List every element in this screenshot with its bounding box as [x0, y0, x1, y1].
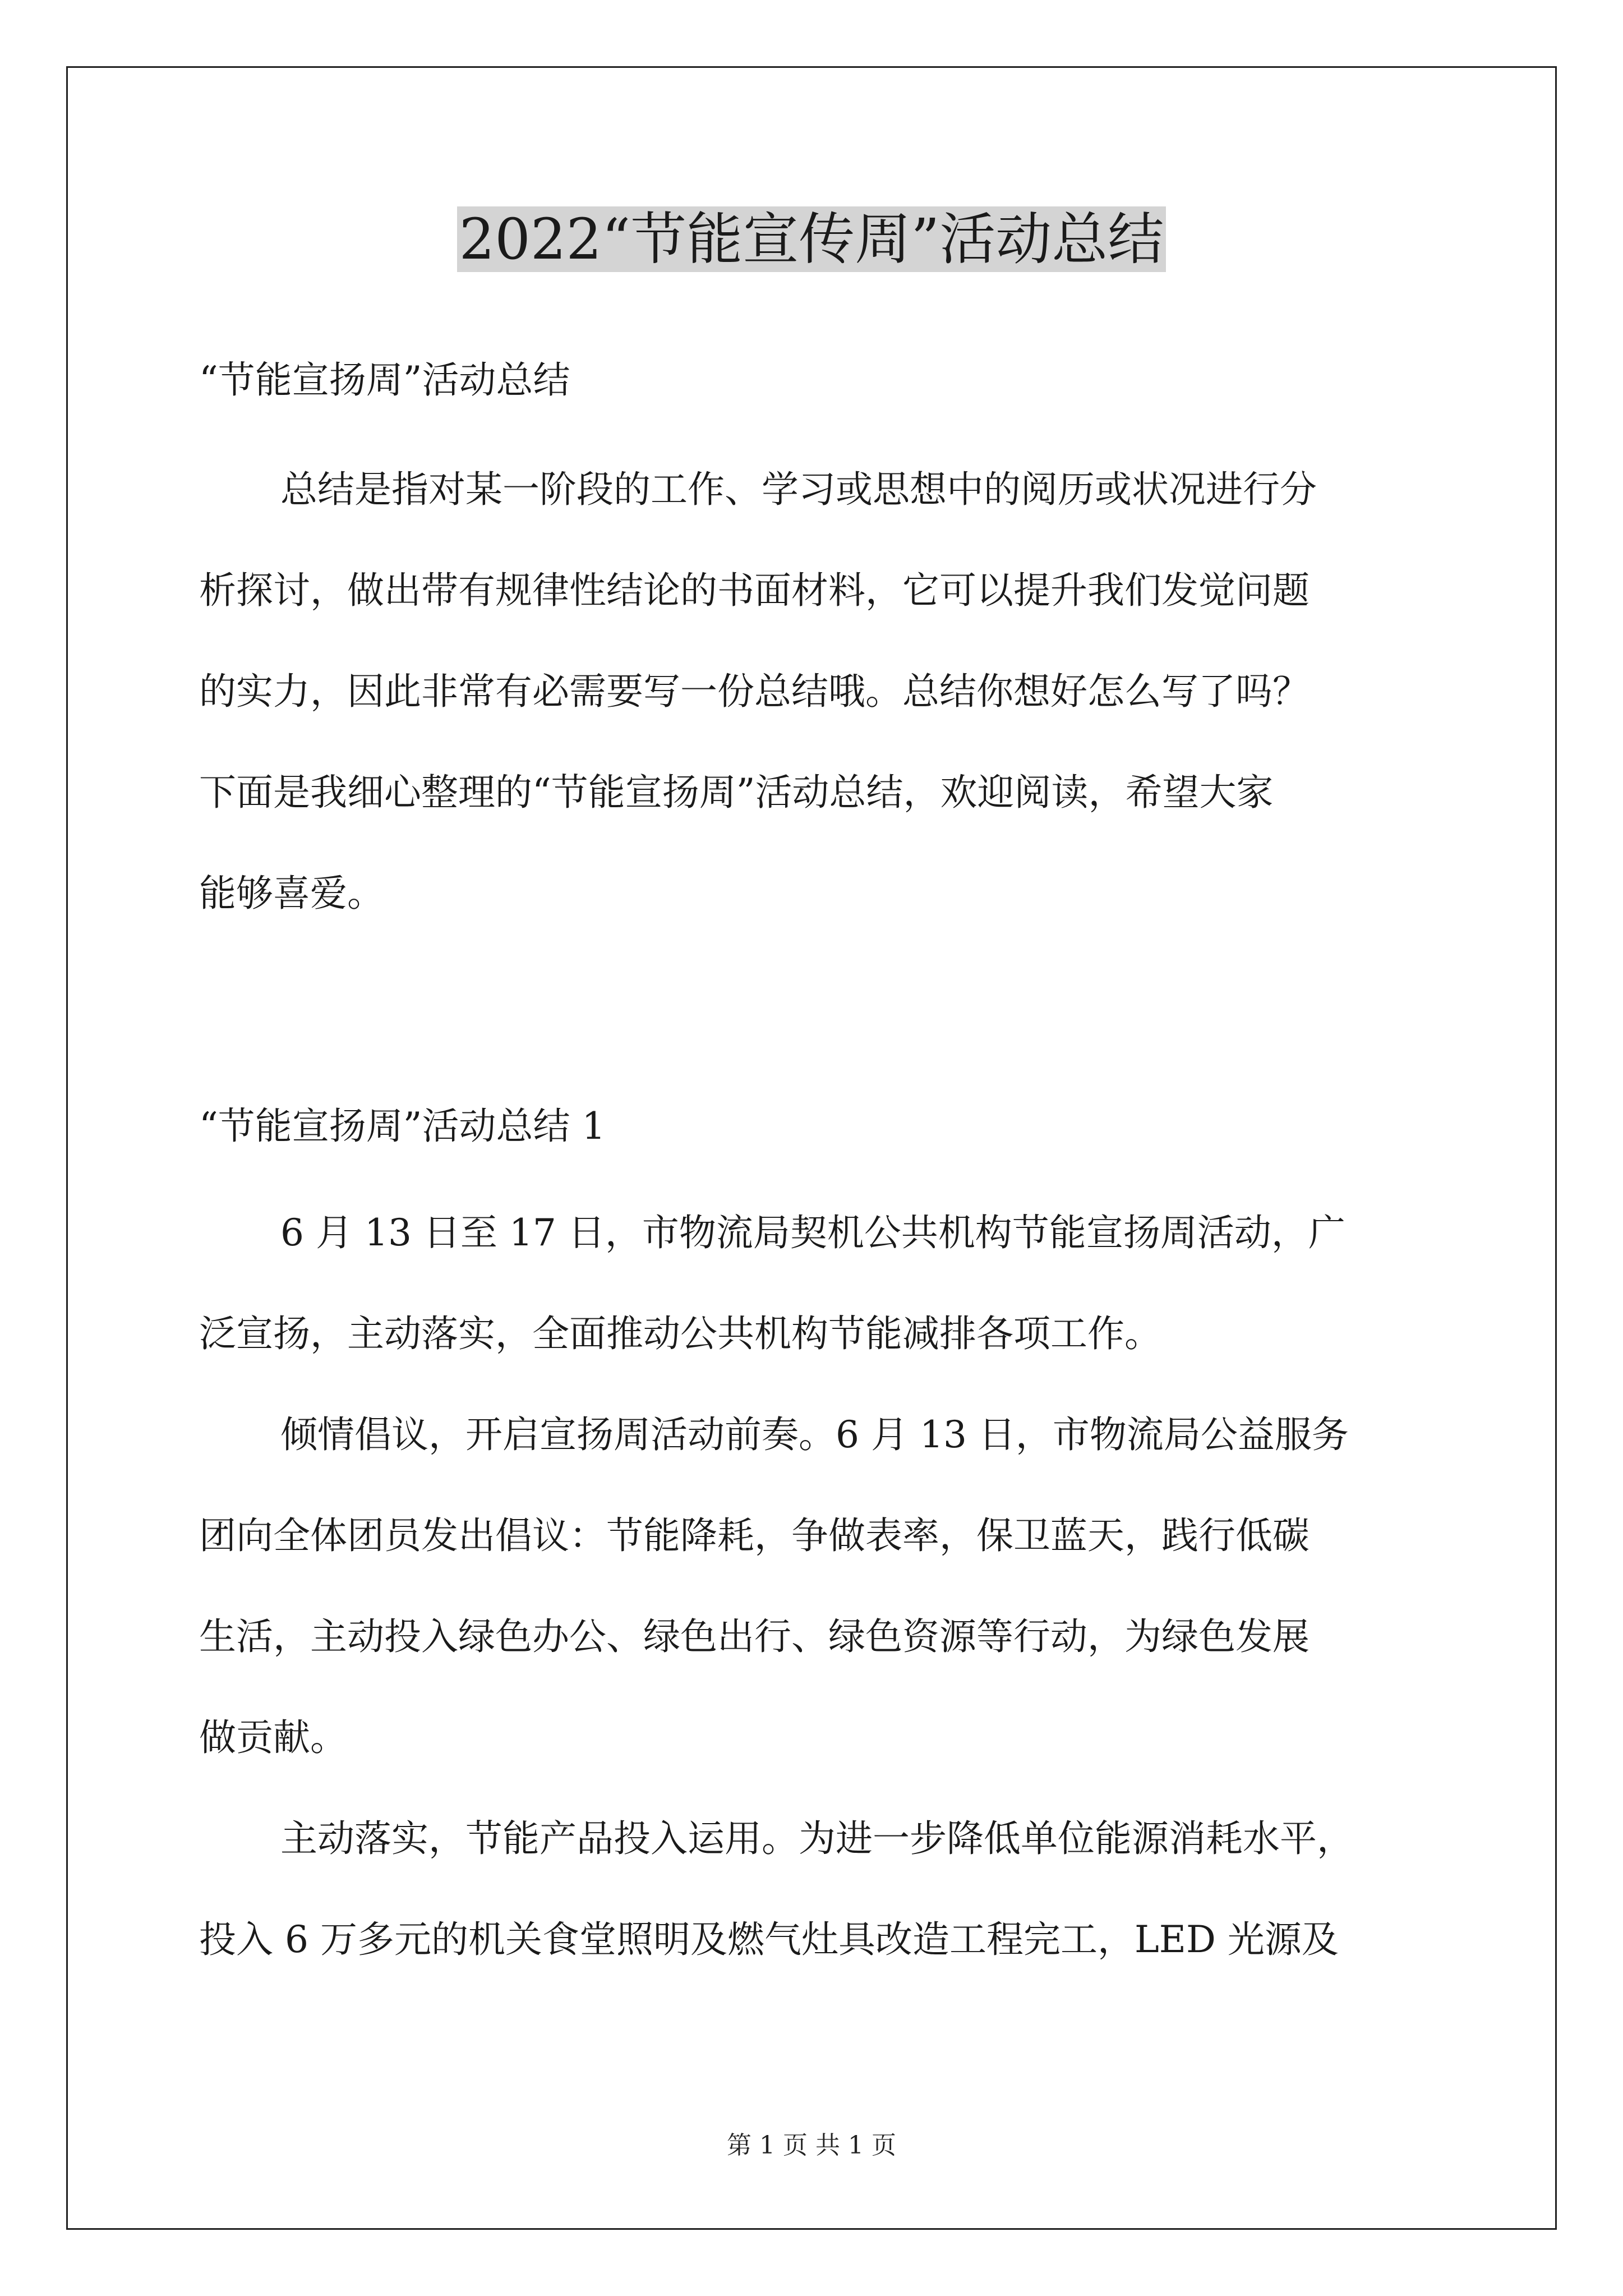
paragraph-line: 6 月 13 日至 17 日，市物流局契机公共机构节能宣扬周活动，广: [280, 1211, 1345, 1254]
paragraph-line: 生活，主动投入绿色办公、绿色出行、绿色资源等行动，为绿色发展: [199, 1615, 1310, 1658]
paragraph-line: 团向全体团员发出倡议：节能降耗，争做表率，保卫蓝天，践行低碳: [199, 1514, 1310, 1557]
subtitle-line: “节能宣扬周”活动总结: [199, 358, 570, 402]
paragraph-line: 析探讨，做出带有规律性结论的书面材料，它可以提升我们发觉问题: [199, 569, 1310, 612]
paragraph-line: 下面是我细心整理的“节能宣扬周”活动总结，欢迎阅读，希望大家: [199, 771, 1274, 814]
paragraph-line: 做贡献。: [199, 1716, 347, 1759]
paragraph-line: 倾情倡议，开启宣扬周活动前奏。6 月 13 日，市物流局公益服务: [280, 1413, 1349, 1456]
section-heading: “节能宣扬周”活动总结 1: [199, 1105, 606, 1148]
document-title: 2022“节能宣传周”活动总结: [0, 197, 1623, 282]
paragraph-line: 投入 6 万多元的机关食堂照明及燃气灶具改造工程完工，LED 光源及: [199, 1918, 1339, 1961]
paragraph-line: 主动落实，节能产品投入运用。为进一步降低单位能源消耗水平，: [280, 1817, 1354, 1860]
paragraph-line: 泛宣扬，主动落实，全面推动公共机构节能减排各项工作。: [199, 1312, 1161, 1355]
page-number-footer: 第 1 页 共 1 页: [727, 2131, 896, 2160]
paragraph-line: 能够喜爱。: [199, 872, 384, 915]
paragraph-line: 总结是指对某一阶段的工作、学习或思想中的阅历或状况进行分: [280, 468, 1317, 511]
paragraph-line: 的实力，因此非常有必需要写一份总结哦。总结你想好怎么写了吗？: [199, 670, 1310, 713]
